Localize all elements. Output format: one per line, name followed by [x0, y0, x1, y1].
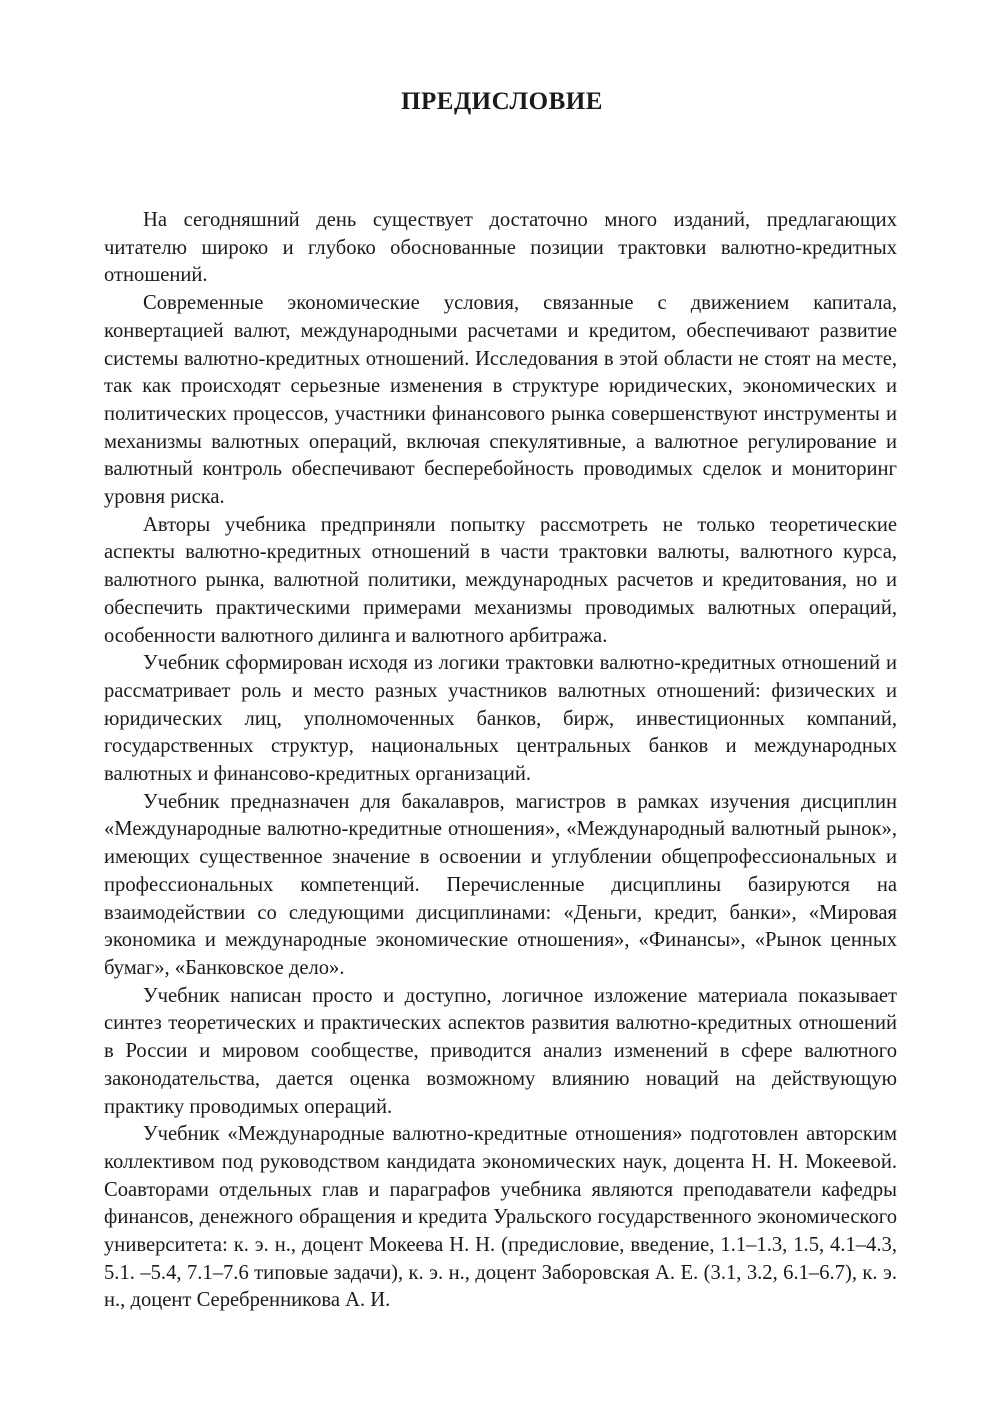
page-title: ПРЕДИСЛОВИЕ [401, 88, 603, 115]
paragraph: Учебник сформирован исходя из логики трактовки валютно-кредитных отношений и рассматривает роль и место разных участников валютных отношений: физических и юридических лиц, уполномоченных банков, бирж, инвестиционных компаний, государственных структур, национальных центральных банков и международных валютных и финансово-кредитных организаций. [104, 652, 897, 786]
paragraph: На сегодняшний день существует достаточно много изданий, предлагающих читателю широко и глубоко обоснованные позиции трактовки валютно-кредитных отношений. [104, 209, 897, 287]
paragraph: Учебник предназначен для бакалавров, магистров в рамках изучения дисциплин «Международные валютно-кредитные отношения», «Международный валютный рынок», имеющих существенное значение в освоении и углублении общепрофессиональных и профессиональных компетенций. Перечисленные дисциплины базируются на взаимодействии со следующими дисциплинами: «Деньги, кредит, банки», «Мировая экономика и международные экономические отношения», «Финансы», «Рынок ценных бумаг», «Банковское дело». [104, 790, 897, 979]
paragraph: Учебник написан просто и доступно, логичное изложение материала показывает синтез теоретических и практических аспектов развития валютно-кредитных отношений в России и мировом сообществе, приводится анализ изменений в сфере валютного законодательства, дается оценка возможному влиянию новаций на действующую практику проводимых операций. [104, 984, 897, 1118]
paragraph: Учебник «Международные валютно-кредитные отношения» подготовлен авторским коллективом под руководством кандидата экономических наук, доцента Н. Н. Мокеевой. Соавторами отдельных глав и параграфов учебника являются преподаватели кафедры финансов, денежного обращения и кредита Уральского государственного экономического университета: к. э. н., доцент Мокеева Н. Н. (предисловие, введение, 1.1–1.3, 1.5, 4.1–4.3, 5.1. –5.4, 7.1–7.6 типовые задачи), к. э. н., доцент Заборовская А. Е. (3.1, 3.2, 6.1–6.7), к. э. н., доцент Серебренникова А. И. [104, 1123, 897, 1312]
preface-body [104, 207, 897, 1315]
paragraph: Авторы учебника предприняли попытку рассмотреть не только теоретические аспекты валютно-кредитных отношений в части трактовки валюты, валютного курса, валютного рынка, валютной политики, международных расчетов и кредитования, но и обеспечить практическими примерами механизмы проводимых валютных операций, особенности валютного дилинга и валютного арбитража. [104, 513, 897, 647]
paragraph: Современные экономические условия, связанные с движением капитала, конвертацией валют, международными расчетами и кредитом, обеспечивают развитие системы валютно-кредитных отношений. Исследования в этой области не стоят на месте, так как происходят серьезные изменения в структуре юридических, экономических и политических процессов, участники финансового рынка совершенствуют инструменты и механизмы валютных операций, включая спекулятивные, а валютное регулирование и валютный контроль обеспечивают бесперебойность проводимых сделок и мониторинг уровня риска. [104, 292, 897, 509]
